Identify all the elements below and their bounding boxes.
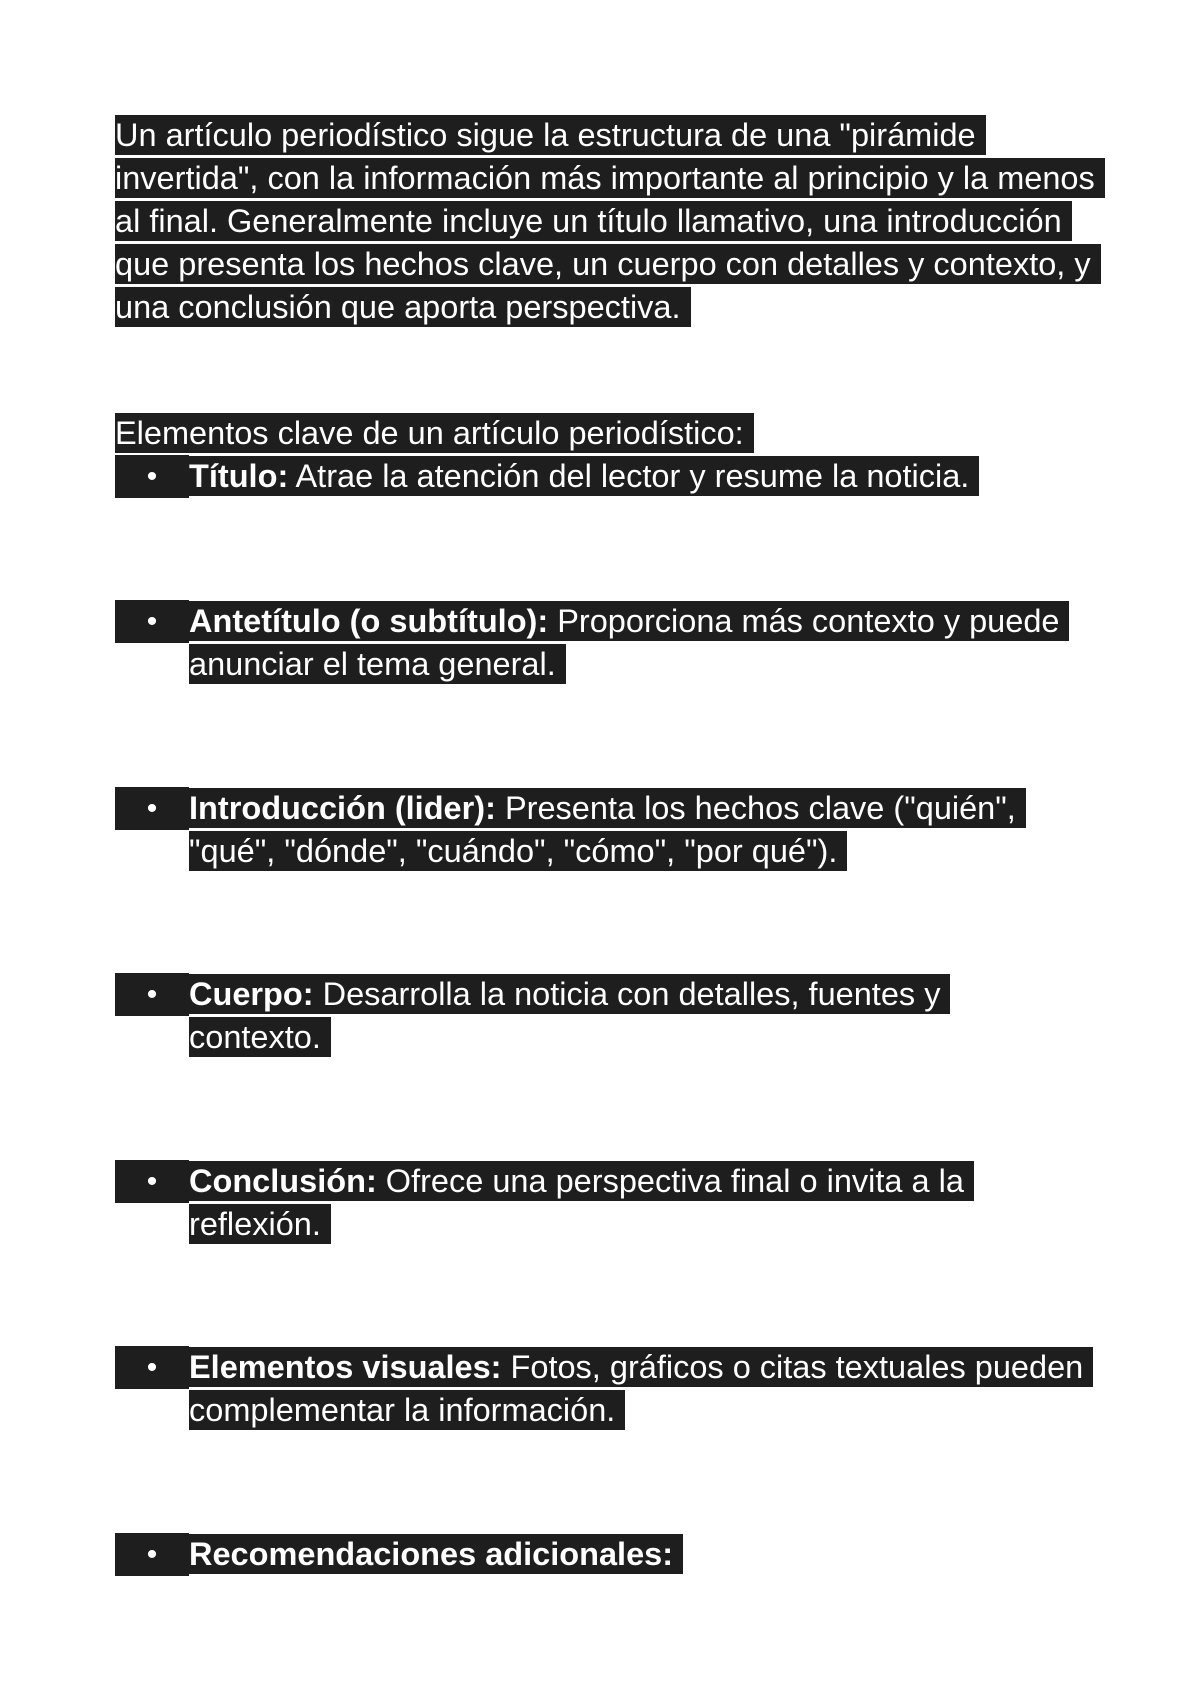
- list-item-content: [189, 455, 1189, 498]
- list-item-description: Presenta los hechos clave ("quién", "qué", "dónde", "cuándo", "cómo", "por qué").: [189, 790, 1016, 869]
- list-item-term: Recomendaciones adicionales:: [189, 1536, 674, 1572]
- list-item-term: Título:: [189, 458, 289, 494]
- bullet-icon: •: [115, 455, 189, 498]
- intro-paragraph: [115, 114, 1115, 329]
- list-item-content: [189, 1346, 1109, 1432]
- list-item-description: Proporciona más contexto y puede anunciar el tema general.: [189, 603, 1060, 682]
- list-heading-text: Elementos clave de un artículo periodístico:: [115, 413, 754, 453]
- bullet-icon: •: [115, 787, 189, 830]
- list-item-introduccion: [115, 787, 1115, 873]
- list-item-description: Ofrece una perspectiva final o invita a la reflexión.: [189, 1163, 964, 1242]
- list-item-titulo: [115, 455, 1115, 498]
- list-item-description: Atrae la atención del lector y resume la noticia.: [288, 458, 970, 494]
- list-item-term: Cuerpo:: [189, 976, 314, 1012]
- list-item-description: Fotos, gráficos o citas textuales pueden complementar la información.: [189, 1349, 1084, 1428]
- list-item-term: Introducción (lider):: [189, 790, 496, 826]
- bullet-icon: •: [115, 1160, 189, 1203]
- list-item-conclusion: [115, 1160, 1115, 1246]
- list-item-term: Elementos visuales:: [189, 1349, 502, 1385]
- list-item-recomendaciones: [115, 1533, 1115, 1576]
- list-item-content: [189, 787, 1109, 873]
- list-item-content: [189, 600, 1095, 686]
- list-heading: [115, 412, 1115, 455]
- list-item-description: Desarrolla la noticia con detalles, fuentes y contexto.: [189, 976, 941, 1055]
- list-item-content: [189, 1533, 1189, 1576]
- list-item-antetitulo: [115, 600, 1095, 686]
- bullet-icon: •: [115, 1346, 189, 1389]
- list-item-content: [189, 973, 1089, 1059]
- bullet-icon: •: [115, 1533, 189, 1576]
- list-item-content: [189, 1160, 1109, 1246]
- list-item-term: Antetítulo (o subtítulo):: [189, 603, 549, 639]
- intro-paragraph-text: Un artículo periodístico sigue la estructura de una "pirámide invertida", con la información más importante al principio y la menos al final. Generalmente incluye un título llamativo, una introducción que presenta los hechos clave, un cuerpo con detalles y contexto, y una conclusión que aporta perspectiva.: [115, 115, 1105, 327]
- list-item-elementos-visuales: [115, 1346, 1115, 1432]
- bullet-icon: •: [115, 973, 189, 1016]
- list-item-term: Conclusión:: [189, 1163, 377, 1199]
- bullet-icon: •: [115, 600, 189, 643]
- list-item-cuerpo: [115, 973, 1115, 1059]
